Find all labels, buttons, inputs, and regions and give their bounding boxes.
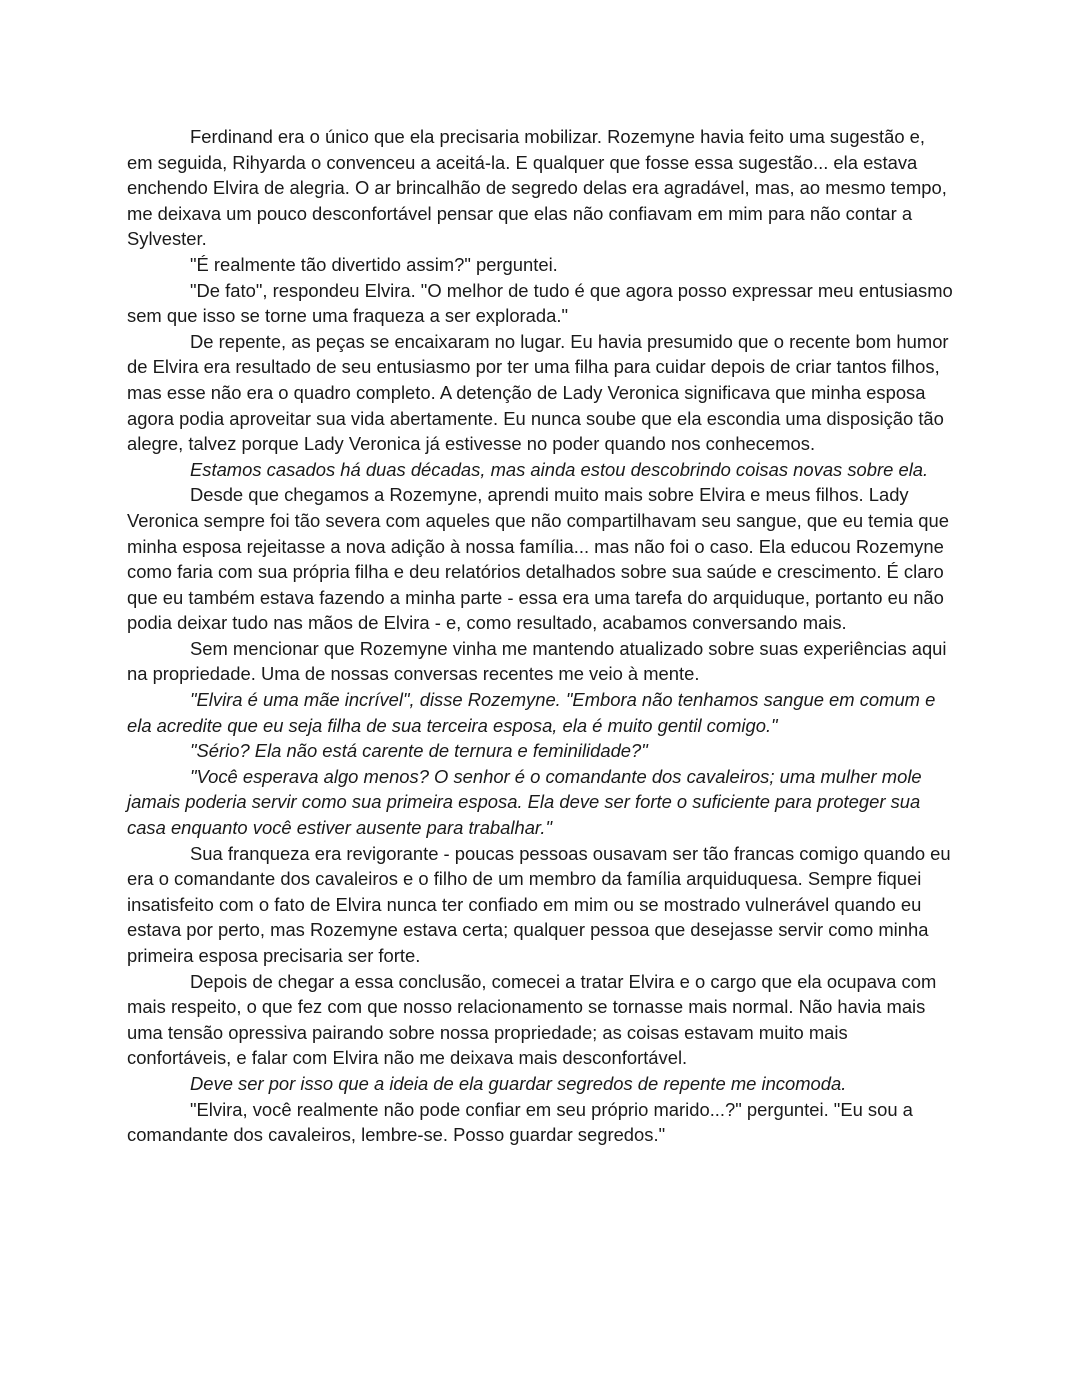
document-page — [127, 124, 955, 1148]
paragraph: Sua franqueza era revigorante - poucas pessoas ousavam ser tão francas comigo quando eu era o comandante dos cavaleiros e o filho de um membro da família arquiduquesa. Sempre fiquei insatisfeito com o fato de Elvira nunca ter confiado em mim ou se mostrado vulnerável quando eu estava por perto, mas Rozemyne estava certa; qualquer pessoa que desejasse servir como minha primeira esposa precisaria ser forte. — [127, 842, 951, 966]
paragraph: Ferdinand era o único que ela precisaria mobilizar. Rozemyne havia feito uma sugestão e, em seguida, Rihyarda o convenceu a aceitá-la. E qualquer que fosse essa sugestão... ela estava enchendo Elvira de alegria. O ar brincalhão de segredo delas era agradável, mas, ao mesmo tempo, me deixava um pouco desconfortável pensar que elas não confiavam em mim para não contar a Sylvester. — [127, 126, 947, 250]
paragraph-italic: "Elvira é uma mãe incrível", disse Rozemyne. "Embora não tenhamos sangue em comum e ela acredite que eu seja filha de sua terceira esposa, ela é muito gentil comigo." — [127, 689, 936, 736]
paragraph: "Elvira, você realmente não pode confiar em seu próprio marido...?" perguntei. "Eu sou a comandante dos cavaleiros, lembre-se. Posso guardar segredos." — [127, 1098, 913, 1146]
paragraph-italic: Deve ser por isso que a ideia de ela guardar segredos de repente me incomoda. — [190, 1072, 847, 1094]
paragraph: Sem mencionar que Rozemyne vinha me mantendo atualizado sobre suas experiências aqui na propriedade. Uma de nossas conversas recentes me veio à mente. — [127, 637, 947, 685]
paragraph-italic: "Sério? Ela não está carente de ternura e feminilidade?" — [190, 740, 648, 762]
paragraph: "É realmente tão divertido assim?" perguntei. — [190, 253, 558, 275]
paragraph: Depois de chegar a essa conclusão, comecei a tratar Elvira e o cargo que ela ocupava com mais respeito, o que fez com que nosso relacionamento se tornasse mais normal. Não havia mais uma tensão opressiva pairando sobre nossa propriedade; as coisas estavam muito mais confortáveis, e falar com Elvira não me deixava mais desconfortável. — [127, 970, 937, 1069]
paragraph: De repente, as peças se encaixaram no lugar. Eu havia presumido que o recente bom humor de Elvira era resultado de seu entusiasmo por ter uma filha para cuidar depois de criar tantos filhos, mas esse não era o quadro completo. A detenção de Lady Veronica significava que minha esposa agora podia aproveitar sua vida abertamente. Eu nunca soube que ela escondia uma disposição tão alegre, talvez porque Lady Veronica já estivesse no poder quando nos conhecemos. — [127, 330, 949, 455]
paragraph: "De fato", respondeu Elvira. "O melhor de tudo é que agora posso expressar meu entusiasmo sem que isso se torne uma fraqueza a ser explorada." — [127, 279, 953, 327]
paragraph: Desde que chegamos a Rozemyne, aprendi muito mais sobre Elvira e meus filhos. Lady Veronica sempre foi tão severa com aqueles que não compartilhavam seu sangue, que eu temia que minha esposa rejeitasse a nova adição à nossa família... mas não foi o caso. Ela educou Rozemyne como faria com sua própria filha e deu relatórios detalhados sobre sua saúde e crescimento. É claro que eu também estava fazendo a minha parte - essa era uma tarefa do arquiduque, portanto eu não podia deixar tudo nas mãos de Elvira - e, como resultado, acabamos conversando mais. — [127, 484, 949, 634]
paragraph-italic: Estamos casados há duas décadas, mas ainda estou descobrindo coisas novas sobre ela. — [190, 458, 929, 480]
paragraph-italic: "Você esperava algo menos? O senhor é o comandante dos cavaleiros; uma mulher mole jamais poderia servir como sua primeira esposa. Ela deve ser forte o suficiente para proteger sua casa enquanto você estiver ausente para trabalhar." — [127, 765, 922, 839]
